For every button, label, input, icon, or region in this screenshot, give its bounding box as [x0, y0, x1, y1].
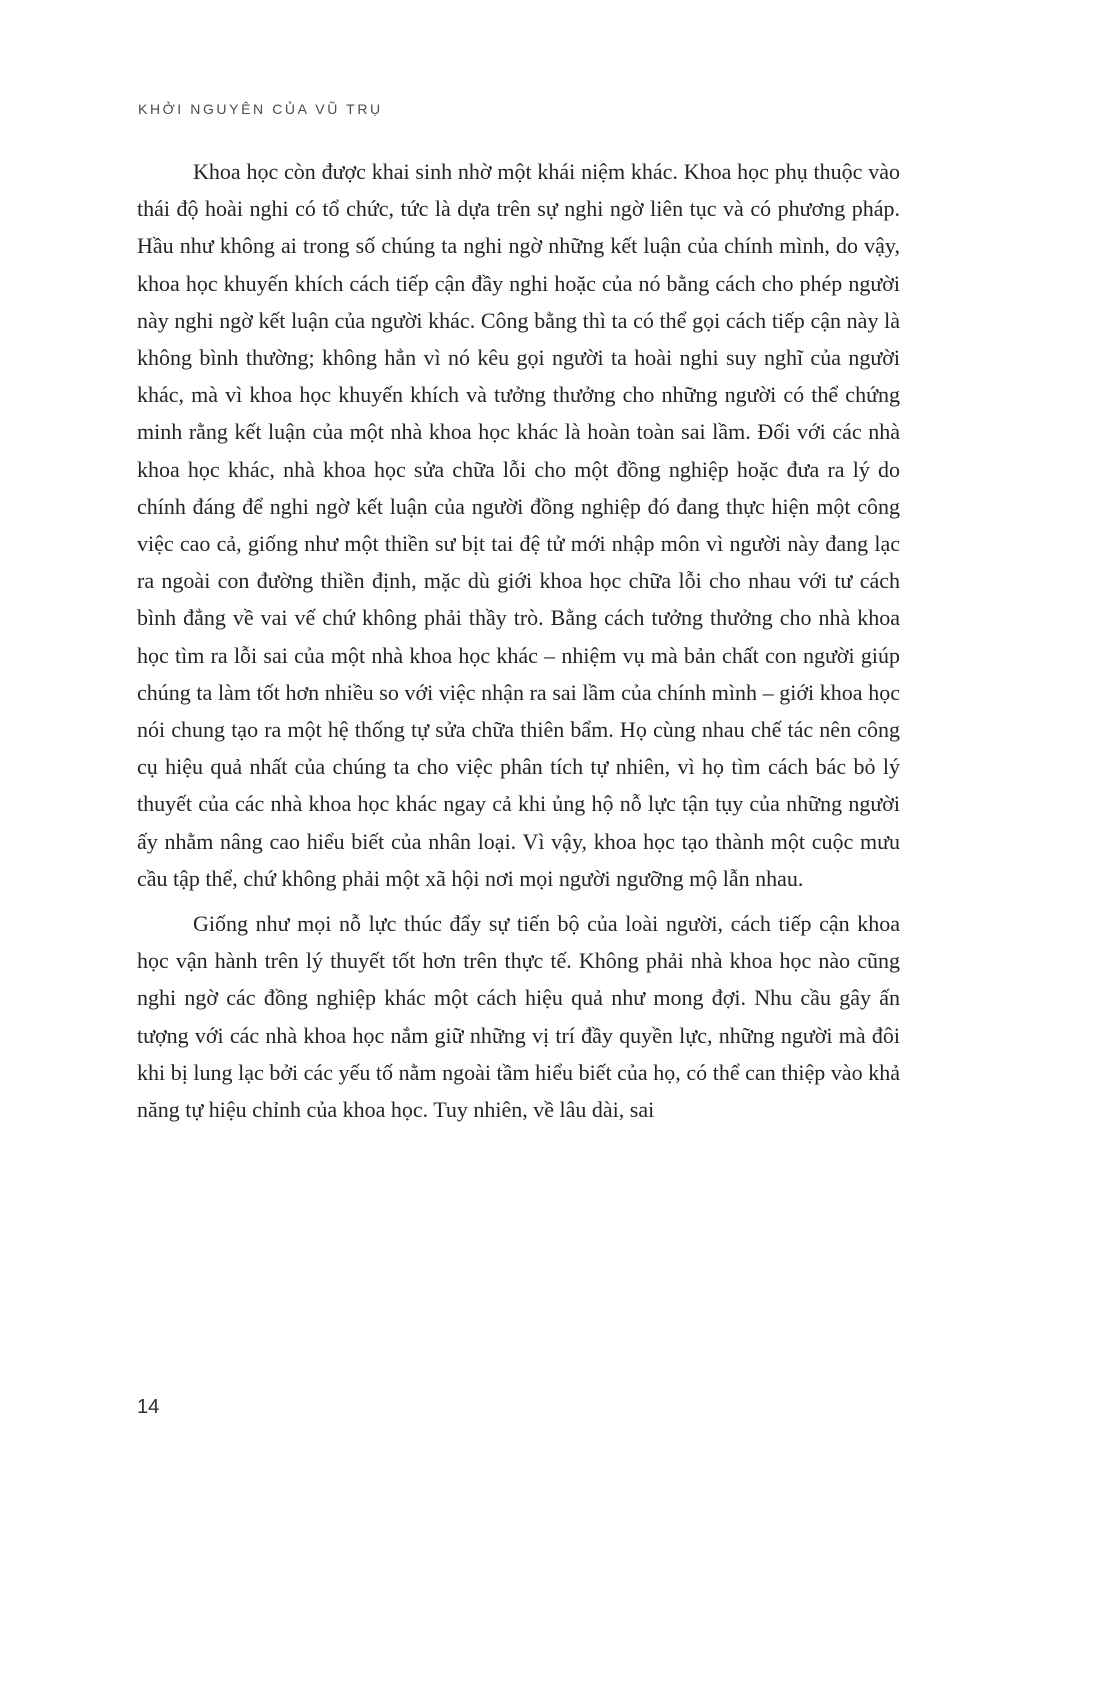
- paragraph-1: Khoa học còn được khai sinh nhờ một khái niệm khác. Khoa học phụ thuộc vào thái độ hoài nghi có tổ chức, tức là dựa trên sự nghi ngờ liên tục và có phương pháp. Hầu như không ai trong số chúng ta nghi ngờ những kết luận của chính mình, do vậy, khoa học khuyến khích cách tiếp cận đầy nghi hoặc của nó bằng cách cho phép người này nghi ngờ kết luận của người khác. Công bằng thì ta có thể gọi cách tiếp cận này là không bình thường; không hẳn vì nó kêu gọi người ta hoài nghi suy nghĩ của người khác, mà vì khoa học khuyến khích và tưởng thưởng cho những người có thể chứng minh rằng kết luận của một nhà khoa học khác là hoàn toàn sai lầm. Đối với các nhà khoa học khác, nhà khoa học sửa chữa lỗi cho một đồng nghiệp hoặc đưa ra lý do chính đáng để nghi ngờ kết luận của người đồng nghiệp đó đang thực hiện một công việc cao cả, giống như một thiền sư bịt tai đệ tử mới nhập môn vì người này đang lạc ra ngoài con đường thiền định, mặc dù giới khoa học chữa lỗi cho nhau với tư cách bình đẳng về vai vế chứ không phải thầy trò. Bằng cách tưởng thưởng cho nhà khoa học tìm ra lỗi sai của một nhà khoa học khác – nhiệm vụ mà bản chất con người giúp chúng ta làm tốt hơn nhiều so với việc nhận ra sai lầm của chính mình – giới khoa học nói chung tạo ra một hệ thống tự sửa chữa thiên bẩm. Họ cùng nhau chế tác nên công cụ hiệu quả nhất của chúng ta cho việc phân tích tự nhiên, vì họ tìm cách bác bỏ lý thuyết của các nhà khoa học khác ngay cả khi ủng hộ nỗ lực tận tụy của những người ấy nhằm nâng cao hiểu biết của nhân loại. Vì vậy, khoa học tạo thành một cuộc mưu cầu tập thể, chứ không phải một xã hội nơi mọi người ngưỡng mộ lẫn nhau.: [137, 159, 900, 891]
- running-header: KHỞI NGUYÊN CỦA VŨ TRỤ: [138, 101, 383, 117]
- paragraph-2: Giống như mọi nỗ lực thúc đẩy sự tiến bộ của loài người, cách tiếp cận khoa học vận hành trên lý thuyết tốt hơn trên thực tế. Không phải nhà khoa học nào cũng nghi ngờ các đồng nghiệp khác một cách hiệu quả như mong đợi. Nhu cầu gây ấn tượng với các nhà khoa học nắm giữ những vị trí đầy quyền lực, những người mà đôi khi bị lung lạc bởi các yếu tố nằm ngoài tầm hiểu biết của họ, có thể can thiệp vào khả năng tự hiệu chỉnh của khoa học. Tuy nhiên, về lâu dài, sai: [137, 911, 900, 1123]
- body-text: [137, 153, 900, 1128]
- page-number: 14: [137, 1396, 160, 1418]
